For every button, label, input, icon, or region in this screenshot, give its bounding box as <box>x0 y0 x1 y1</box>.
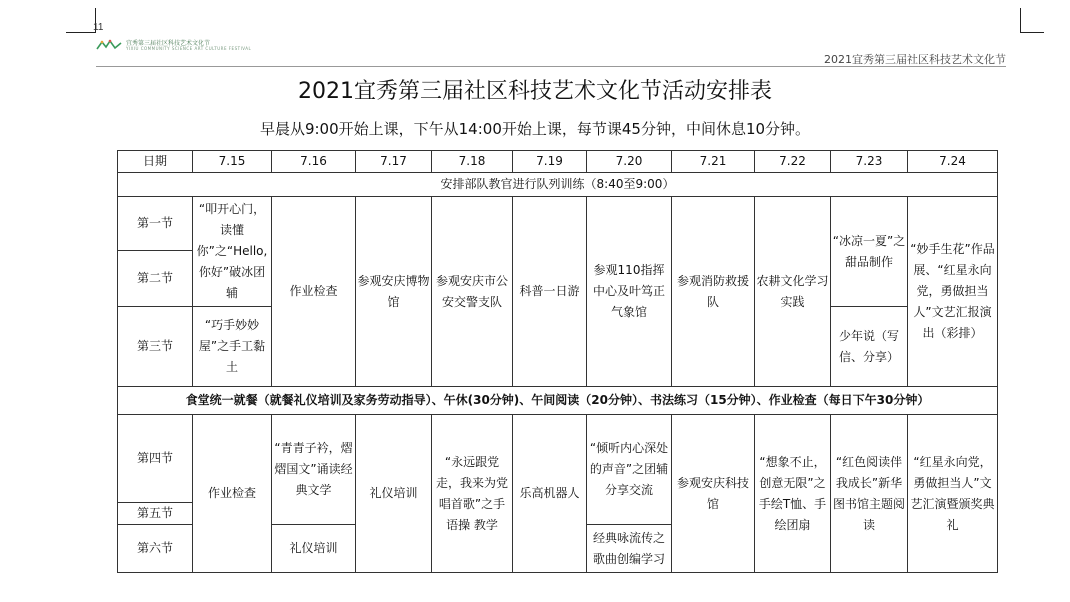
date-cell: 7.15 <box>193 151 272 173</box>
period-label: 第二节 <box>118 251 193 307</box>
activity-cell: “红色阅读伴我成长”新华图书馆主题阅读 <box>831 415 908 573</box>
activity-cell: 乐高机器人 <box>513 415 587 573</box>
date-header-row <box>118 151 998 173</box>
document-subtitle: 早晨从9:00开始上课，下午从14:00开始上课，每节课45分钟，中间休息10分钟。 <box>259 120 811 138</box>
activity-cell: 礼仪培训 <box>356 415 432 573</box>
date-cell: 7.20 <box>587 151 672 173</box>
period-row-1 <box>118 197 998 251</box>
logo-subtext: YIXIU COMMUNITY SCIENCE ART CULTURE FESTIVAL <box>126 46 252 51</box>
activity-cell: 礼仪培训 <box>272 525 356 573</box>
activity-cell: 科普一日游 <box>513 197 587 387</box>
activity-cell: “想象不止，创意无限”之手绘T恤、手绘团扇 <box>755 415 831 573</box>
date-cell: 7.23 <box>831 151 908 173</box>
activity-cell: 参观110指挥中心及叶笃正气象馆 <box>587 197 672 387</box>
activity-cell: “叩开心门，读懂你”之“Hello,你好”破冰团辅 <box>193 197 272 307</box>
crop-mark-right-v <box>1020 8 1021 33</box>
date-cell: 7.17 <box>356 151 432 173</box>
period-label: 第一节 <box>118 197 193 251</box>
document-title: 2021宜秀第三届社区科技艺术文化节活动安排表 <box>298 79 772 104</box>
running-header: 2021宜秀第三届社区科技艺术文化节 <box>824 53 1006 66</box>
noon-row <box>118 387 998 415</box>
header-divider <box>96 66 1006 67</box>
activity-cell: “红星永向党，勇做担当人”文艺汇演暨颁奖典礼 <box>908 415 998 573</box>
date-cell: 7.16 <box>272 151 356 173</box>
activity-cell: “倾听内心深处的声音”之团辅分享交流 <box>587 415 672 525</box>
logo-mark-icon <box>96 39 122 51</box>
activity-cell: 参观消防救援队 <box>672 197 755 387</box>
date-cell: 7.19 <box>513 151 587 173</box>
date-cell: 7.18 <box>432 151 513 173</box>
activity-cell: 作业检查 <box>193 415 272 573</box>
activity-cell: 少年说（写信、分享） <box>831 307 908 387</box>
period-label: 第五节 <box>118 503 193 525</box>
activity-cell: “青青子衿，熠熠国文”诵读经典文学 <box>272 415 356 525</box>
period-row-4 <box>118 415 998 503</box>
activity-cell: 经典咏流传之歌曲创编学习 <box>587 525 672 573</box>
crop-mark-left-h <box>66 32 96 33</box>
page-number: 11 <box>93 22 104 33</box>
logo-text: 宜秀第三届社区科技艺术文化节 <box>126 40 211 47</box>
date-cell: 7.24 <box>908 151 998 173</box>
noon-arrangement-note: 食堂统一就餐（就餐礼仪培训及家务劳动指导）、午休(30分钟)、午间阅读（20分钟）、书法练习（15分钟）、作业检查（每日下午30分钟） <box>118 387 998 415</box>
period-label: 第四节 <box>118 415 193 503</box>
activity-cell: 作业检查 <box>272 197 356 387</box>
activity-cell: 参观安庆市公安交警支队 <box>432 197 513 387</box>
date-cell: 7.21 <box>672 151 755 173</box>
festival-logo <box>96 38 252 54</box>
activity-cell: 参观安庆科技馆 <box>672 415 755 573</box>
activity-cell: 农耕文化学习实践 <box>755 197 831 387</box>
drill-row <box>118 173 998 197</box>
crop-mark-right-h <box>1020 32 1044 33</box>
date-cell: 7.22 <box>755 151 831 173</box>
activity-cell: “冰凉一夏”之甜品制作 <box>831 197 908 307</box>
date-header-label: 日期 <box>118 151 193 173</box>
activity-cell: 参观安庆博物馆 <box>356 197 432 387</box>
morning-drill-note: 安排部队教官进行队列训练（8:40至9:00） <box>118 173 998 197</box>
schedule-table <box>117 150 998 573</box>
activity-cell: “妙手生花”作品展、“红星永向党，勇做担当人”文艺汇报演出（彩排） <box>908 197 998 387</box>
period-label: 第六节 <box>118 525 193 573</box>
activity-cell: “永远跟党走，我来为党唱首歌”之手语操 教学 <box>432 415 513 573</box>
period-label: 第三节 <box>118 307 193 387</box>
activity-cell: “巧手妙妙屋”之手工黏土 <box>193 307 272 387</box>
